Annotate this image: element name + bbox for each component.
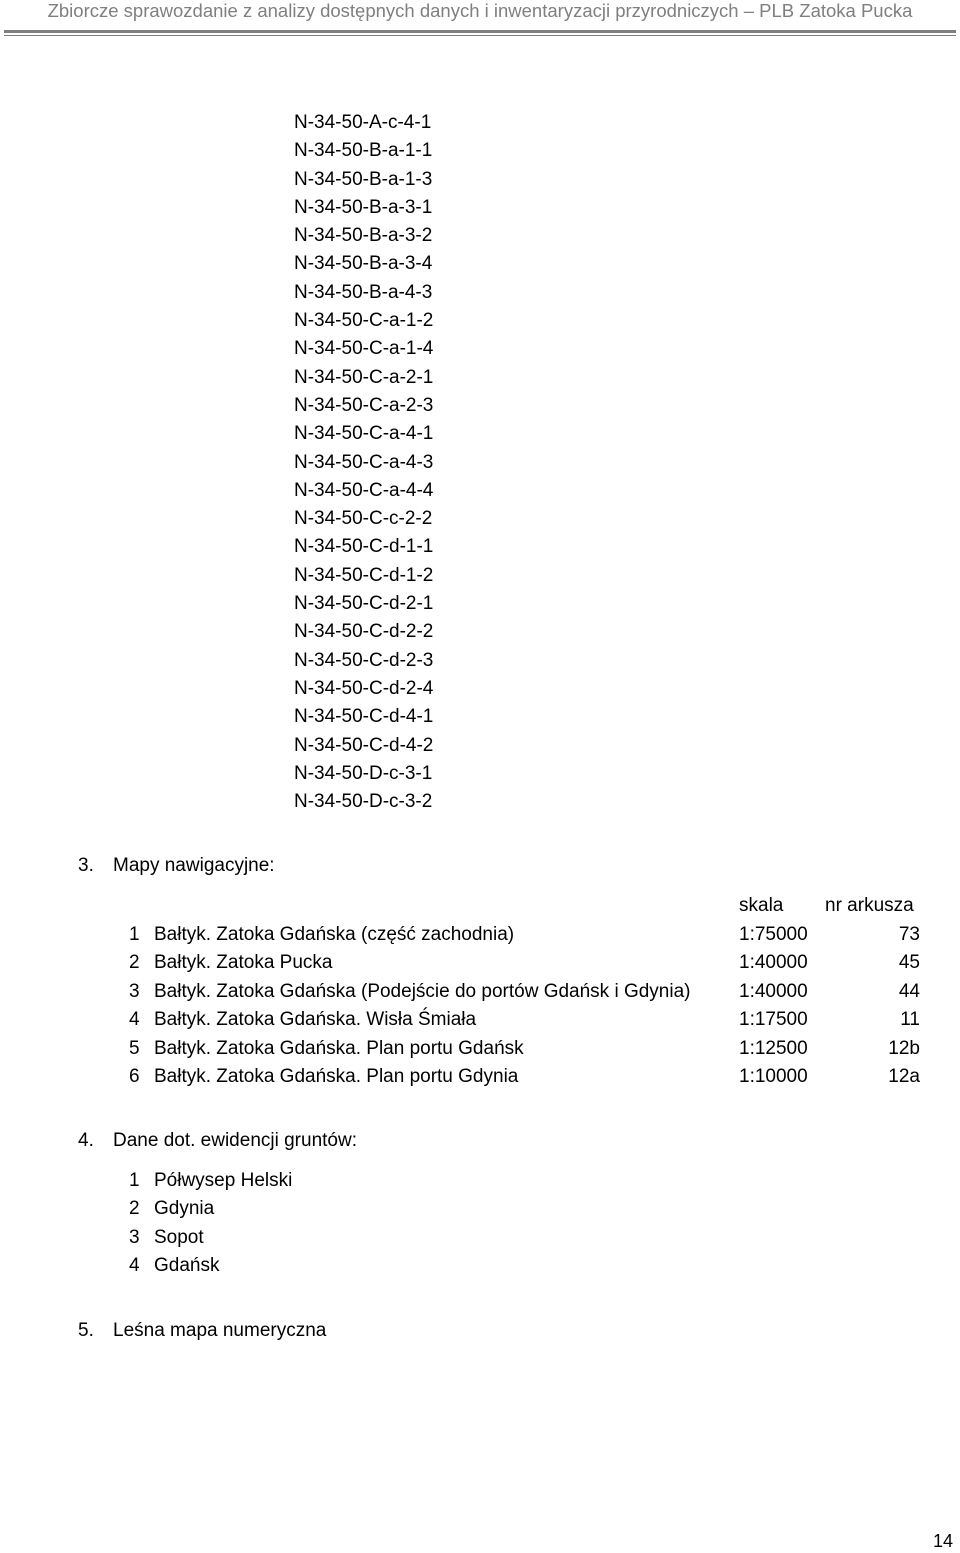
header-rule-thin: [4, 35, 956, 36]
sheet-code-item: N-34-50-D-c-3-1: [294, 762, 433, 784]
map-sheet-number: 45: [898, 952, 920, 974]
sheet-code-item: N-34-50-C-d-1-2: [294, 564, 434, 586]
table-row: [0, 950, 960, 978]
column-header-scale: skala: [739, 895, 784, 916]
sheet-code-item: N-34-50-B-a-4-3: [294, 281, 433, 303]
sheet-code-item: N-34-50-C-d-2-3: [294, 649, 434, 671]
sheet-code-item: N-34-50-C-d-2-1: [294, 593, 434, 615]
sheet-code-item: N-34-50-C-d-4-1: [294, 706, 434, 728]
table-row: [0, 979, 960, 1007]
section-3-title: Mapy nawigacyjne:: [113, 855, 275, 876]
table-row: [0, 1036, 960, 1064]
sheet-code-item: N-34-50-C-d-2-4: [294, 677, 434, 699]
sheet-code-item: N-34-50-B-a-3-4: [294, 253, 433, 275]
map-sheet-number: 12b: [888, 1037, 920, 1059]
section-4-title: Dane dot. ewidencji gruntów:: [113, 1130, 357, 1151]
row-index: 4: [129, 1255, 140, 1277]
sheet-code-item: N-34-50-A-c-4-1: [294, 112, 432, 133]
section-4-number: 4.: [78, 1130, 94, 1151]
map-name: Bałtyk. Zatoka Gdańska. Plan portu Gdańsk: [154, 1037, 524, 1059]
row-index: 2: [129, 952, 140, 974]
map-sheet-number: 73: [898, 924, 920, 945]
sheet-code-item: N-34-50-C-a-4-4: [294, 479, 434, 501]
sheet-code-item: N-34-50-B-a-1-3: [294, 168, 433, 190]
sheet-code-list: [294, 109, 433, 816]
row-index: 5: [129, 1037, 140, 1059]
map-name: Bałtyk. Zatoka Pucka: [154, 952, 333, 974]
row-index: 3: [129, 1226, 140, 1248]
sheet-code-item: N-34-50-C-d-2-2: [294, 621, 434, 643]
sheet-code-item: N-34-50-C-a-2-1: [294, 366, 434, 388]
section-5-number: 5.: [78, 1320, 94, 1341]
row-index: 2: [129, 1198, 140, 1220]
row-index: 1: [129, 924, 140, 945]
sheet-code-item: N-34-50-C-a-1-4: [294, 338, 434, 360]
row-index: 1: [129, 1170, 140, 1191]
section-3-number: 3.: [78, 855, 94, 876]
map-scale: 1:40000: [739, 980, 808, 1002]
page-number: 14: [932, 1531, 953, 1551]
section-5-title: Leśna mapa numeryczna: [113, 1320, 327, 1341]
map-scale: 1:17500: [739, 1009, 808, 1031]
row-index: 4: [129, 1009, 140, 1031]
land-registry-area: Gdynia: [154, 1198, 215, 1220]
page-header: Zbiorcze sprawozdanie z analizy dostępnych danych i inwentaryzacji przyrodniczych – PLB Zatoka Pucka: [47, 0, 913, 21]
table-row: [0, 1007, 960, 1035]
sheet-code-item: N-34-50-C-a-4-1: [294, 423, 434, 445]
map-sheet-number: 44: [898, 980, 920, 1002]
row-index: 6: [129, 1066, 140, 1087]
sheet-code-item: N-34-50-B-a-1-1: [294, 140, 433, 162]
map-scale: 1:12500: [739, 1037, 808, 1059]
map-scale: 1:10000: [739, 1066, 808, 1087]
sheet-code-item: N-34-50-C-d-1-1: [294, 536, 434, 558]
map-scale: 1:75000: [739, 924, 808, 945]
map-name: Bałtyk. Zatoka Gdańska. Plan portu Gdynia: [154, 1066, 519, 1087]
sheet-code-item: N-34-50-C-a-2-3: [294, 394, 434, 416]
sheet-code-item: N-34-50-B-a-3-2: [294, 225, 433, 247]
sheet-code-item: N-34-50-C-a-4-3: [294, 451, 434, 473]
land-registry-area: Sopot: [154, 1226, 204, 1248]
sheet-code-item: N-34-50-C-d-4-2: [294, 734, 434, 756]
map-sheet-number: 12a: [888, 1066, 920, 1087]
map-name: Bałtyk. Zatoka Gdańska (część zachodnia): [154, 924, 515, 945]
sheet-code-item: N-34-50-D-c-3-2: [294, 791, 433, 813]
sheet-code-item: N-34-50-C-c-2-2: [294, 508, 433, 530]
land-registry-area: Półwysep Helski: [154, 1170, 293, 1191]
row-index: 3: [129, 980, 140, 1002]
sheet-code-item: N-34-50-C-a-1-2: [294, 310, 434, 332]
land-registry-area: Gdańsk: [154, 1255, 220, 1277]
map-name: Bałtyk. Zatoka Gdańska. Wisła Śmiała: [154, 1009, 477, 1031]
column-header-sheet: nr arkusza: [825, 895, 914, 916]
map-scale: 1:40000: [739, 952, 808, 974]
sheet-code-item: N-34-50-B-a-3-1: [294, 196, 433, 218]
table-row: [0, 922, 960, 950]
map-name: Bałtyk. Zatoka Gdańska (Podejście do portów Gdańsk i Gdynia): [154, 980, 691, 1002]
table-row: [0, 1064, 960, 1092]
header-rule-thick: [4, 30, 956, 33]
map-sheet-number: 11: [900, 1009, 920, 1031]
